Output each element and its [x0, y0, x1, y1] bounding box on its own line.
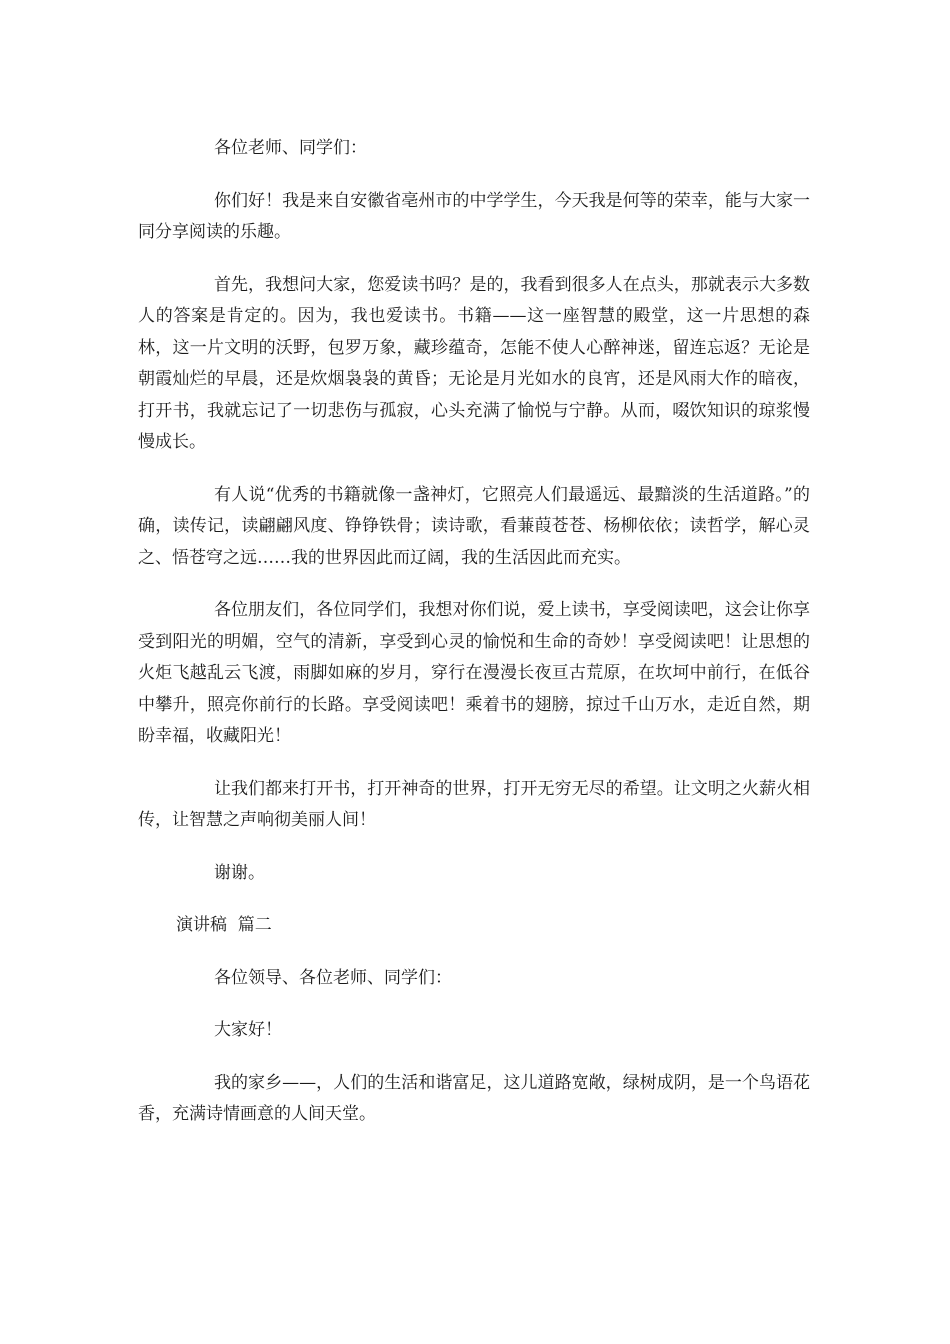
paragraph-thanks: 谢谢。	[214, 862, 265, 883]
paragraph-enjoy-reading: 各位朋友们，各位同学们，我想对你们说，爱上读书，享受阅读吧，这会让你享受到阳光的明媚，空气的清新，享受到心灵的愉悦和生命的奇妙！享受阅读吧！让思想的火炬飞越乱云飞渡，雨脚如麻的岁月，穿行在漫漫长夜亘古荒原，在坎坷中前行，在低谷中攀升，照亮你前行的长路。享受阅读吧！乘着书的翅膀，掠过千山万水，走近自然，期盼幸福，收藏阳光！	[138, 600, 810, 746]
section-heading: 演讲稿 篇二	[176, 915, 272, 935]
document-body	[138, 133, 810, 1152]
paragraph-quote: 有人说“优秀的书籍就像一盏神灯，它照亮人们最遥远、最黯淡的生活道路。”的确，读传记，读翩翩风度、铮铮铁骨；读诗歌，看蒹葭苍苍、杨柳依依；读哲学，解心灵之、悟苍穹之远……我的世界因此而辽阔，我的生活因此而充实。	[138, 484, 810, 568]
salutation-part2: 各位领导、各位老师、同学们：	[214, 967, 452, 988]
paragraph-hello: 大家好！	[214, 1020, 282, 1040]
paragraph-love-reading: 首先，我想问大家，您爱读书吗？是的，我看到很多人在点头，那就表示大多数人的答案是肯定的。因为，我也爱读书。书籍——这一座智慧的殿堂，这一片思想的森林，这一片文明的沃野，包罗万象，藏珍蕴奇，怎能不使人心醉神迷，留连忘返？无论是朝霞灿烂的早晨，还是炊烟袅袅的黄昏；无论是月光如水的良宵，还是风雨大作的暗夜，打开书，我就忘记了一切悲伤与孤寂，心头充满了愉悦与宁静。从而，啜饮知识的琼浆慢慢成长。	[138, 274, 810, 452]
paragraph-hometown: 我的家乡——，人们的生活和谐富足，这儿道路宽敞，绿树成阴，是一个鸟语花香，充满诗情画意的人间天堂。	[138, 1072, 810, 1124]
paragraph-call-to-action: 让我们都来打开书，打开神奇的世界，打开无穷无尽的希望。让文明之火薪火相传，让智慧之声响彻美丽人间！	[138, 778, 810, 830]
salutation: 各位老师、同学们：	[214, 138, 367, 158]
paragraph-greeting: 你们好！我是来自安徽省亳州市的中学学生，今天我是何等的荣幸，能与大家一同分享阅读的乐趣。	[138, 190, 810, 242]
